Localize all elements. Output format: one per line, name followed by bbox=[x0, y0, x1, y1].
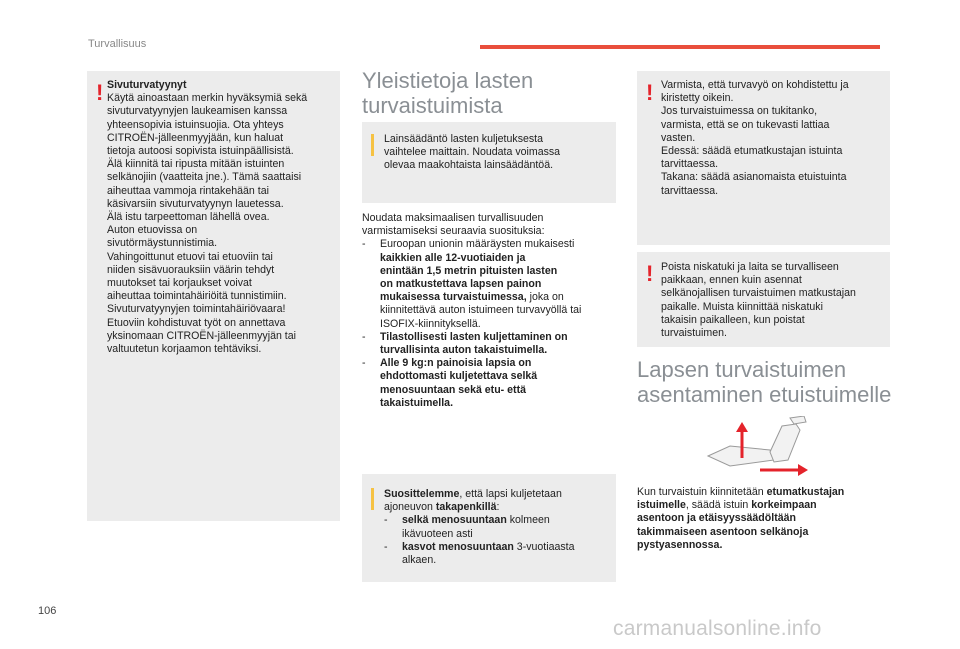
info-text: , että lapsi kuljetetaan bbox=[459, 488, 562, 500]
warning-line: valtuutetun korjaamon tehtäviksi. bbox=[107, 343, 262, 356]
warning-line: Vahingoittunut etuovi tai etuoviin tai bbox=[107, 250, 273, 263]
para-bold: pystyasennossa. bbox=[637, 538, 723, 551]
section-heading-front-seat bbox=[637, 357, 891, 407]
heading-line: asentaminen etuistuimelle bbox=[637, 382, 892, 407]
warning-line: selkänojallisen turvaistuimen matkustajan bbox=[661, 287, 856, 300]
item-bold-text: mukaisessa turvaistuimessa, bbox=[380, 291, 527, 304]
info-list-item bbox=[384, 541, 575, 567]
info-bold: selkä menosuuntaan bbox=[402, 514, 507, 527]
warning-line: Poista niskatuki ja laita se turvalliseen bbox=[661, 261, 839, 273]
item-bold-text: Alle 9 kg:n painoisia lapsia on bbox=[380, 357, 532, 370]
item-text: ISOFIX-kiinnityksellä. bbox=[380, 317, 481, 330]
info-text: alkaen. bbox=[402, 554, 437, 567]
warning-line: tarvittaessa. bbox=[661, 158, 719, 171]
section-header: Turvallisuus bbox=[88, 38, 147, 50]
warning-line: selkänojiin (vaatteita jne.). Tämä saattaisi bbox=[107, 171, 302, 184]
info-line: Lainsäädäntö lasten kuljetuksesta bbox=[384, 133, 544, 145]
warning-line: paikkaan, ennen kuin asennat bbox=[661, 274, 802, 287]
info-text: 3-vuotiaasta bbox=[513, 540, 575, 553]
recommendation-item bbox=[362, 331, 616, 357]
seatbelt-warning-box bbox=[637, 71, 890, 245]
item-bold-text: menosuuntaan sekä etu- että bbox=[380, 383, 526, 396]
intro-line: varmistamiseksi seuraavia suosituksia: bbox=[362, 225, 545, 238]
warning-line: aiheuttaa toimintahäiriöitä tunnistimiin. bbox=[107, 290, 287, 303]
item-bold-text: turvallisinta auton takaistuimella. bbox=[380, 344, 548, 357]
headrest-warning-box bbox=[637, 252, 890, 347]
info-line: olevaa maakohtaista lainsäädäntöä. bbox=[384, 159, 554, 172]
item-bold-text: enintään 1,5 metrin pituisten lasten bbox=[380, 264, 558, 277]
warning-line: takaisin paikalleen, kun poistat bbox=[661, 313, 805, 326]
legislation-info-box bbox=[362, 122, 616, 203]
info-text: ikävuoteen asti bbox=[402, 527, 473, 540]
header-accent-line bbox=[480, 45, 880, 49]
front-seat-instructions bbox=[637, 486, 891, 552]
info-icon bbox=[371, 488, 374, 510]
warning-line: vasten. bbox=[661, 131, 696, 144]
para-text: , säädä istuin bbox=[685, 499, 752, 512]
info-text: ajoneuvon bbox=[384, 501, 436, 514]
recommendation-item bbox=[362, 357, 616, 410]
warning-line: turvaistuimen. bbox=[661, 327, 727, 340]
seat-adjust-icon bbox=[700, 416, 816, 476]
warning-line: Sivuturvatyynyjen toimintahäiriövaara! bbox=[107, 303, 286, 316]
item-bold-text: takaistuimella. bbox=[380, 396, 454, 409]
para-bold: korkeimpaan bbox=[751, 499, 817, 512]
para-bold: etumatkustajan bbox=[766, 486, 845, 498]
rear-seat-info-box bbox=[362, 474, 616, 582]
warning-line: käsivarsiin sivuturvatyynyn lauetessa. bbox=[107, 197, 284, 210]
recommendations-text bbox=[362, 212, 616, 410]
info-bold: Suosittelemme bbox=[384, 488, 460, 500]
info-bold: kasvot menosuuntaan bbox=[402, 540, 514, 553]
page-number: 106 bbox=[38, 605, 57, 617]
warning-line: Etuoviin kohdistuvat työt on annettava bbox=[107, 316, 286, 329]
item-bold-text: kaikkien alle 12-vuotiaiden ja bbox=[380, 251, 526, 264]
bullet-dash: - bbox=[362, 357, 366, 370]
heading-line: Yleistietoja lasten bbox=[362, 68, 534, 93]
warning-line: sivutörmäystunnistimia. bbox=[107, 237, 218, 250]
info-bold: takapenkillä bbox=[435, 501, 497, 514]
warning-icon: ! bbox=[646, 80, 654, 105]
warning-line: aiheuttaa vammoja rintakehään tai bbox=[107, 184, 269, 197]
warning-line: Älä kiinnitä tai ripusta mitään istuinten bbox=[107, 158, 285, 171]
warning-icon: ! bbox=[96, 80, 104, 105]
watermark: carmanualsonline.info bbox=[613, 617, 822, 640]
warning-line: paikalle. Muista kiinnittää niskatuki bbox=[661, 300, 823, 313]
item-text: kiinnitettävä auton istuimeen turvavyöllä tai bbox=[380, 304, 582, 317]
warning-line: tietoja autoosi sopivista istuinpäällisistä. bbox=[107, 145, 294, 158]
warning-line: muutokset tai korjaukset voivat bbox=[107, 277, 252, 290]
warning-line: Auton etuovissa on bbox=[107, 224, 198, 237]
item-text: Euroopan unionin määräysten mukaisesti bbox=[380, 238, 575, 251]
section-heading-child-seats bbox=[362, 68, 533, 118]
item-bold-text: Tilastollisesti lasten kuljettaminen on bbox=[380, 330, 568, 343]
warning-icon: ! bbox=[646, 261, 654, 286]
warning-line: Varmista, että turvavyö on kohdistettu ja bbox=[661, 79, 849, 91]
bullet-dash: - bbox=[384, 540, 388, 553]
warning-line: Takana: säädä asianomaista etuistuinta bbox=[661, 171, 847, 184]
heading-line: turvaistuimista bbox=[362, 93, 503, 118]
warning-line: Käytä ainoastaan merkin hyväksymiä sekä bbox=[107, 92, 308, 105]
bullet-dash: - bbox=[362, 330, 366, 343]
info-line: vaihtelee maittain. Noudata voimassa bbox=[384, 146, 561, 159]
warning-line: tarvittaessa. bbox=[661, 184, 719, 197]
para-text: Kun turvaistuin kiinnitetään bbox=[637, 486, 767, 498]
warning-line: CITROËN-jälleenmyyjään, kun haluat bbox=[107, 131, 284, 144]
para-bold: takimmaiseen asentoon selkänoja bbox=[637, 525, 809, 538]
recommendation-item bbox=[362, 238, 616, 330]
info-text: : bbox=[496, 501, 500, 514]
warning-line: kiristetty oikein. bbox=[661, 92, 734, 105]
warning-line: Jos turvaistuimessa on tukitanko, bbox=[661, 105, 818, 118]
bullet-dash: - bbox=[384, 514, 388, 527]
heading-line: Lapsen turvaistuimen bbox=[637, 357, 847, 382]
warning-title: Sivuturvatyynyt bbox=[107, 79, 187, 91]
warning-line: varmista, että se on tukevasti lattiaa bbox=[661, 118, 830, 131]
item-text: joka on bbox=[526, 291, 564, 304]
warning-line: yhteensopivia istuinsuojia. Ota yhteys bbox=[107, 118, 284, 131]
info-icon bbox=[371, 134, 374, 156]
para-bold: asentoon ja etäisyyssäädöltään bbox=[637, 512, 796, 525]
info-list-item bbox=[384, 514, 575, 540]
intro-line: Noudata maksimaalisen turvallisuuden bbox=[362, 212, 544, 224]
item-bold-text: ehdottomasti kuljetettava selkä bbox=[380, 370, 538, 383]
side-airbag-warning-box bbox=[87, 71, 340, 521]
item-bold-text: on matkustettava lapsen painon bbox=[380, 278, 542, 291]
bullet-dash: - bbox=[362, 238, 366, 251]
info-text: kolmeen bbox=[506, 514, 550, 527]
warning-line: Edessä: säädä etumatkustajan istuinta bbox=[661, 145, 843, 158]
warning-line: niiden sisävuorauksiin väärin tehdyt bbox=[107, 263, 275, 276]
warning-line: Älä istu tarpeettoman lähellä ovea. bbox=[107, 211, 270, 224]
warning-line: sivuturvatyynyjen laukeamisen kanssa bbox=[107, 105, 288, 118]
warning-line: yksinomaan CITROËN-jälleenmyyjän tai bbox=[107, 329, 296, 342]
para-bold: istuimelle bbox=[637, 499, 686, 512]
